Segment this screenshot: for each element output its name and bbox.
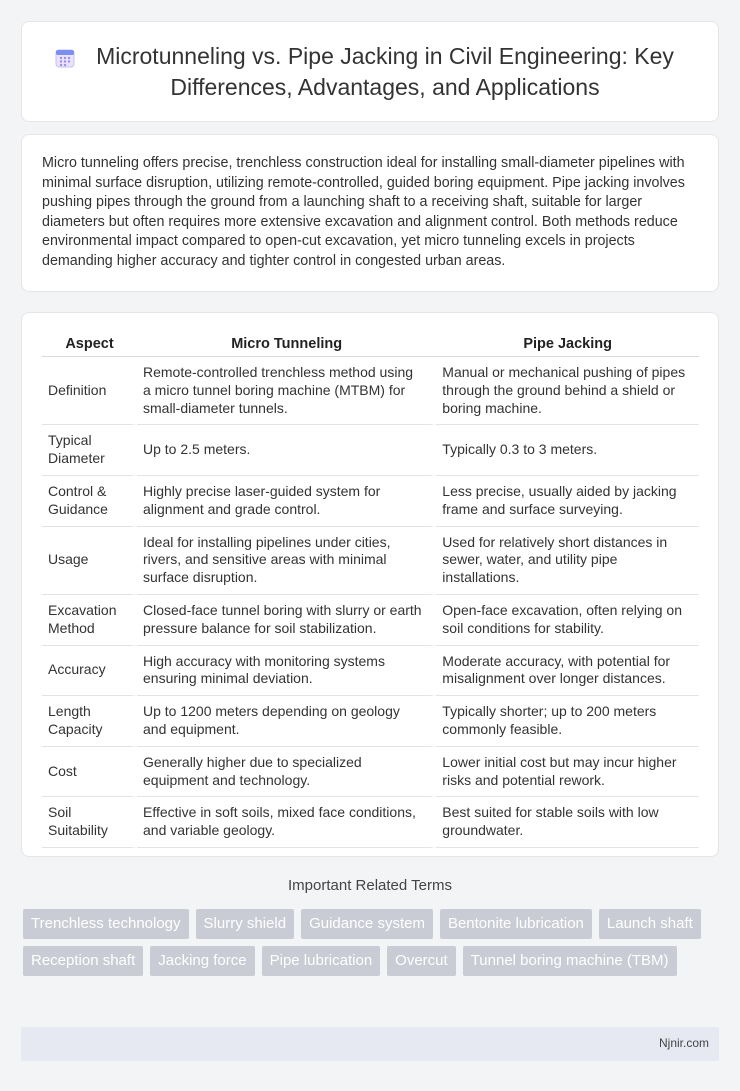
cell-aspect: Soil Suitability (42, 797, 137, 848)
related-term-tag[interactable]: Slurry shield (196, 909, 295, 939)
cell-pipe-jacking: Lower initial cost but may incur higher risks and potential rework. (436, 747, 699, 798)
table-row (42, 797, 699, 848)
related-term-tag[interactable]: Pipe lubrication (262, 946, 381, 976)
related-term-tag[interactable]: Overcut (387, 946, 456, 976)
title-card (21, 21, 719, 122)
related-term-tag[interactable]: Launch shaft (599, 909, 701, 939)
cell-aspect: Usage (42, 527, 137, 595)
related-term-tag[interactable]: Trenchless technology (23, 909, 189, 939)
cell-pipe-jacking: Moderate accuracy, with potential for misalignment over longer distances. (436, 646, 699, 697)
cell-micro-tunneling: Up to 1200 meters depending on geology and equipment. (137, 696, 436, 747)
related-term-tag[interactable]: Reception shaft (23, 946, 143, 976)
related-terms-title: Important Related Terms (288, 877, 452, 894)
cell-aspect: Control & Guidance (42, 476, 137, 527)
cell-micro-tunneling: Closed-face tunnel boring with slurry or earth pressure balance for soil stabilization. (137, 595, 436, 646)
cell-aspect: Cost (42, 747, 137, 798)
table-row (42, 595, 699, 646)
cell-pipe-jacking: Manual or mechanical pushing of pipes through the ground behind a shield or boring machine. (436, 357, 699, 425)
cell-micro-tunneling: Remote-controlled trenchless method using a micro tunnel boring machine (MTBM) for small-diameter tunnels. (137, 357, 436, 425)
table-row (42, 527, 699, 595)
table-row (42, 476, 699, 527)
related-term-tag[interactable]: Tunnel boring machine (TBM) (463, 946, 677, 976)
table-row (42, 425, 699, 476)
intro-card (21, 134, 719, 292)
related-term-tag[interactable]: Guidance system (301, 909, 433, 939)
cell-aspect: Length Capacity (42, 696, 137, 747)
cell-micro-tunneling: Highly precise laser-guided system for alignment and grade control. (137, 476, 436, 527)
comparison-table (42, 335, 699, 848)
cell-micro-tunneling: Generally higher due to specialized equipment and technology. (137, 747, 436, 798)
cell-micro-tunneling: Up to 2.5 meters. (137, 425, 436, 476)
column-header-aspect: Aspect (42, 335, 137, 357)
comparison-card (21, 312, 719, 857)
table-row (42, 357, 699, 425)
cell-aspect: Typical Diameter (42, 425, 137, 476)
cell-pipe-jacking: Less precise, usually aided by jacking frame and surface surveying. (436, 476, 699, 527)
column-header-pipe-jacking: Pipe Jacking (436, 335, 699, 357)
footer (21, 1027, 719, 1061)
related-terms-list (23, 909, 703, 976)
table-row (42, 646, 699, 697)
table-row (42, 696, 699, 747)
cell-micro-tunneling: Effective in soft soils, mixed face conditions, and variable geology. (137, 797, 436, 848)
related-term-tag[interactable]: Bentonite lubrication (440, 909, 592, 939)
cell-pipe-jacking: Open-face excavation, often relying on soil conditions for stability. (436, 595, 699, 646)
cell-pipe-jacking: Best suited for stable soils with low groundwater. (436, 797, 699, 848)
cell-aspect: Definition (42, 357, 137, 425)
cell-pipe-jacking: Used for relatively short distances in sewer, water, and utility pipe installations. (436, 527, 699, 595)
related-term-tag[interactable]: Jacking force (150, 946, 254, 976)
cell-aspect: Accuracy (42, 646, 137, 697)
cell-pipe-jacking: Typically 0.3 to 3 meters. (436, 425, 699, 476)
page-title: Microtunneling vs. Pipe Jacking in Civil Engineering: Key Differences, Advantages, and Applications (96, 42, 674, 100)
intro-paragraph: Micro tunneling offers precise, trenchless construction ideal for installing small-diameter pipelines with minimal surface disruption, utilizing remote-controlled, guided boring equipment. Pipe jacking involves pushing pipes through the ground from a launching shaft to a receiving shaft, suitable for larger diameters but often requires more extensive excavation and alignment control. Both methods reduce environmental impact compared to open-cut excavation, yet micro tunneling excels in projects demanding higher accuracy and tighter control in congested urban areas. (42, 155, 685, 269)
footer-site: Njnir.com (658, 1036, 709, 1050)
cell-micro-tunneling: High accuracy with monitoring systems ensuring minimal deviation. (137, 646, 436, 697)
cell-micro-tunneling: Ideal for installing pipelines under cities, rivers, and sensitive areas with minimal surface disruption. (137, 527, 436, 595)
cell-aspect: Excavation Method (42, 595, 137, 646)
table-header-row (42, 335, 699, 357)
cell-pipe-jacking: Typically shorter; up to 200 meters commonly feasible. (436, 696, 699, 747)
column-header-micro-tunneling: Micro Tunneling (137, 335, 436, 357)
table-row (42, 747, 699, 798)
